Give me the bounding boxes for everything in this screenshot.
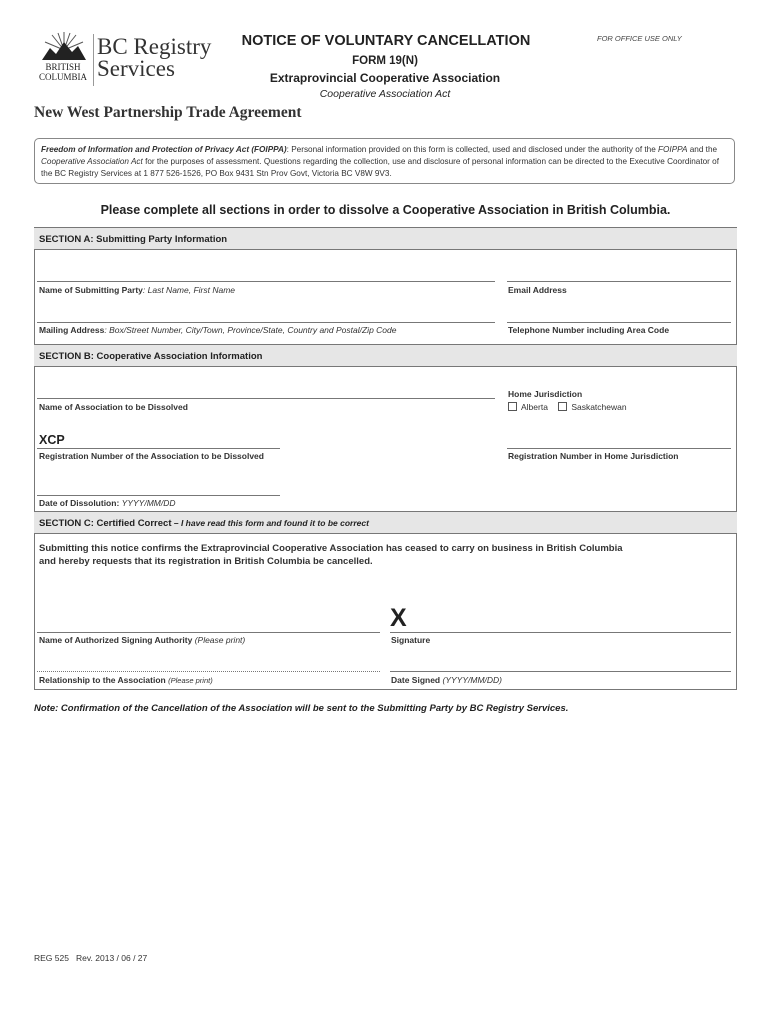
telephone-label: Telephone Number including Area Code (508, 325, 670, 335)
certification-statement: Submitting this notice confirms the Extraprovincial Cooperative Association has ceased to carry on business in British Columbia (39, 543, 623, 554)
submitting-party-name-label: Name of Submitting Party: Last Name, First Name (39, 285, 236, 295)
instruction: Please complete all sections in order to dissolve a Cooperative Association in British Columbia. (100, 203, 671, 217)
logo-province-line2: COLUMBIA (38, 72, 87, 82)
signature-x-mark: X (390, 604, 407, 632)
dissolution-date-label: Date of Dissolution: YYYY/MM/DD (39, 498, 176, 508)
date-signed-input[interactable] (390, 671, 731, 672)
confirmation-note: Note: Confirmation of the Cancellation of the Association will be sent to the Submitting Party by BC Registry Services. (34, 703, 569, 714)
mailing-address-label: Mailing Address: Box/Street Number, City/Town, Province/State, Country and Postal/Zip Code (39, 325, 397, 335)
privacy-foippa: FOIPPA (658, 145, 688, 154)
privacy-act: Cooperative Association Act (41, 157, 143, 166)
signature-label: Signature (391, 635, 431, 645)
signature-input[interactable] (390, 632, 731, 633)
privacy-notice (34, 138, 735, 184)
bc-logo (36, 30, 216, 86)
section-c-header: SECTION C: Certified Correct – I have read this form and found it to be correct (34, 511, 737, 534)
mailing-address-input[interactable] (37, 322, 495, 323)
email-label: Email Address (508, 285, 567, 295)
relationship-input[interactable] (37, 671, 380, 672)
home-registration-number-label: Registration Number in Home Jurisdiction (508, 451, 679, 461)
saskatchewan-checkbox[interactable] (558, 402, 626, 412)
email-input[interactable] (507, 281, 731, 282)
registration-prefix: XCP (39, 433, 65, 447)
form-number: FORM 19(N) (352, 55, 418, 67)
home-registration-number-input[interactable] (507, 448, 731, 449)
home-jurisdiction-label: Home Jurisdiction (508, 389, 583, 399)
association-name-label: Name of Association to be Dissolved (39, 402, 188, 412)
telephone-input[interactable] (507, 322, 731, 323)
checkbox-icon (558, 402, 567, 411)
signer-name-label: Name of Authorized Signing Authority (Please print) (39, 635, 246, 645)
date-signed-label: Date Signed (YYYY/MM/DD) (391, 675, 502, 685)
form-title: NOTICE OF VOLUNTARY CANCELLATION (241, 33, 531, 49)
agreement-title: New West Partnership Trade Agreement (34, 104, 302, 121)
privacy-text: and the (687, 145, 718, 154)
registration-number-label: Registration Number of the Association to be Dissolved (39, 451, 264, 461)
alberta-checkbox[interactable] (508, 402, 548, 412)
signer-name-input[interactable] (37, 632, 380, 633)
logo-brand-line1: BC Registry (97, 34, 212, 59)
form-act: Cooperative Association Act (319, 88, 451, 100)
option-label: Saskatchewan (571, 402, 627, 412)
section-b-header: SECTION B: Cooperative Association Information (34, 344, 737, 367)
checkbox-icon (508, 402, 517, 411)
registration-number-input[interactable] (37, 448, 280, 449)
form-subtitle: Extraprovincial Cooperative Association (269, 71, 501, 85)
logo-province-line1: BRITISH (45, 62, 81, 72)
relationship-label: Relationship to the Association (Please print) (39, 675, 213, 685)
office-use-label: FOR OFFICE USE ONLY (597, 34, 682, 43)
submitting-party-name-input[interactable] (37, 281, 495, 282)
section-a-header: SECTION A: Submitting Party Information (34, 227, 737, 250)
form-footer: REG 525 Rev. 2013 / 06 / 27 (34, 953, 148, 963)
certification-statement: and hereby requests that its registration in British Columbia be cancelled. (39, 556, 373, 567)
privacy-bold: Freedom of Information and Protection of Privacy Act (FOIPPA) (41, 145, 287, 154)
option-label: Alberta (521, 402, 548, 412)
privacy-text: for the purposes of assessment. Questions regarding the collection, use and disclosure of personal information can be directed to the Executive Coordinator of the BC Registry Services at 1 877 526-1526, PO Box 9431 Stn Prov Govt, Victoria BC V8W 9V3. (41, 157, 719, 178)
privacy-text: : Personal information provided on this form is collected, used and disclosed under the authority of the (286, 145, 659, 154)
dissolution-date-input[interactable] (37, 495, 280, 496)
sun-mountain-icon (42, 30, 86, 60)
logo-brand-line2: Services (97, 56, 175, 81)
association-name-input[interactable] (37, 398, 495, 399)
